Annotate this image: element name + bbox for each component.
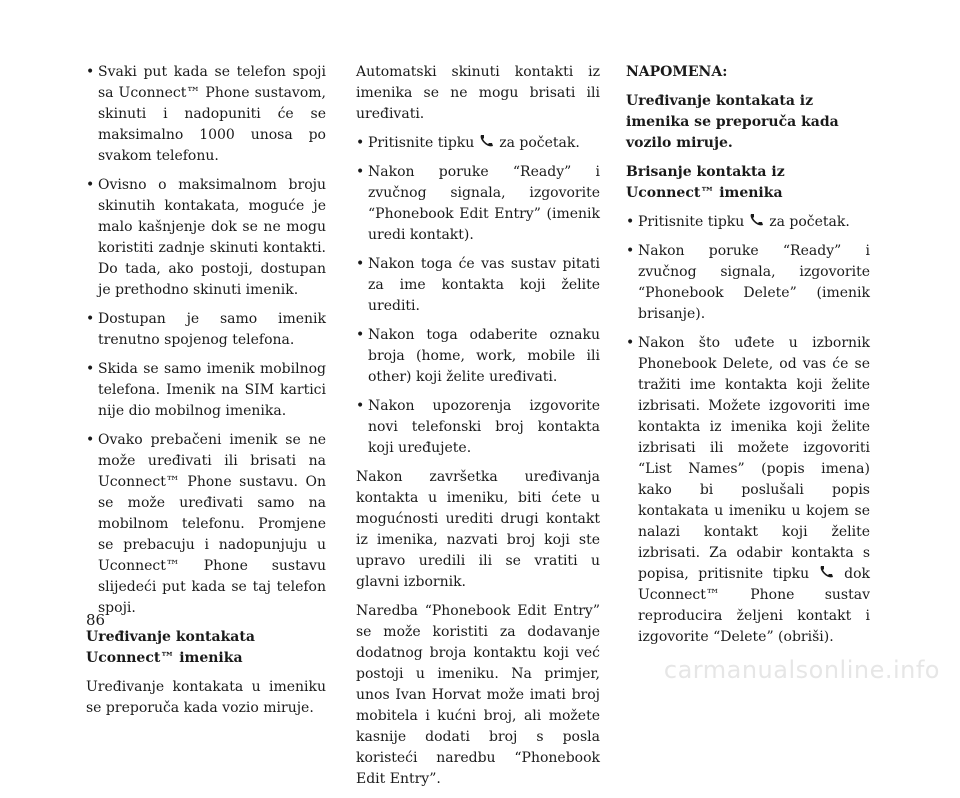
section-heading: Uređivanje kontakata Uconnect™ imenika bbox=[86, 629, 255, 666]
list-item: • Nakon poruke “Ready” i zvučnog signala, izgovorite “Phonebook Delete” (imenik brisanje). bbox=[626, 243, 870, 322]
paragraph: Naredba “Phonebook Edit Entry” se može koristiti za dodavanje dodatnog broja kontaktu koji već postoji u imeniku. Na primjer, unos Ivan Horvat može imati broj mobitela i kućni broj, ali možete kasnije dodati broj s posla koristeći naredbu “Phonebook Edit Entry”. bbox=[356, 603, 600, 787]
list-item: • Ovisno o maksimalnom broju skinutih kontakata, moguće je malo kašnjenje dok se ne mogu koristiti zadnje skinuti kontakti. Do tada, ako postoji, dostupan je prethodno skinuti imenik. bbox=[86, 177, 326, 298]
list-item: • Svaki put kada se telefon spoji sa Uconnect™ Phone sustavom, skinuti i nadopuniti će se maksimalno 1000 unosa po svakom telefonu. bbox=[86, 64, 326, 164]
list-item: • Dostupan je samo imenik trenutno spojenog telefona. bbox=[86, 311, 326, 348]
list-item: • Ovako prebačeni imenik se ne može uređivati ili brisati na Uconnect™ Phone sustavu. On se može uređivati samo na mobilnom telefonu. Promjene se prebacuju i nadopunjuju u Uconnect™ Phone sustavu slijedeći put kada se taj telefon spoji. bbox=[86, 432, 326, 616]
list-item: • Nakon toga će vas sustav pitati za ime kontakta koji želite urediti. bbox=[356, 256, 600, 314]
list-item: • Pritisnite tipku za početak. bbox=[626, 214, 850, 230]
note-text: Uređivanje kontakata iz imenika se preporuča kada vozilo miruje. bbox=[626, 93, 839, 151]
phone-icon bbox=[749, 213, 765, 227]
list-item: • Nakon poruke “Ready” i zvučnog signala, izgovorite “Phonebook Edit Entry” (imenik uredi kontakt). bbox=[356, 164, 600, 243]
section-heading: Brisanje kontakta iz Uconnect™ imenika bbox=[626, 164, 785, 201]
list-item: • Nakon toga odaberite oznaku broja (home, work, mobile ili other) koji želite uređivati. bbox=[356, 327, 600, 385]
phone-icon bbox=[479, 134, 495, 148]
list-item: • Nakon što uđete u izbornik Phonebook Delete, od vas će se tražiti ime kontakta koji želite izbrisati. Možete izgovoriti ime kontakta iz imenika koji želite izbrisati ili možete izgovoriti “List Names” (popis imena) kako bi poslušali popis kontakata u imeniku u kojem se nalazi kontakt koji želite izbrisati. Za odabir kontakta s popisa, pritisnite tipku dok Uconnect™ Phone sustav reproducira željeni kontakt i izgovorite “Delete” (obriši). bbox=[626, 335, 871, 645]
note-label: NAPOMENA: bbox=[626, 64, 728, 80]
paragraph: Nakon završetka uređivanja kontakta u imeniku, biti ćete u mogućnosti urediti drugi kontakt iz imenika, nazvati broj koji ste upravo uredili ili se vratiti u glavni izbornik. bbox=[356, 469, 600, 590]
list-item: • Skida se samo imenik mobilnog telefona. Imenik na SIM kartici nije dio mobilnog imenika. bbox=[86, 361, 326, 419]
paragraph: Uređivanje kontakata u imeniku se preporuča kada vozio miruje. bbox=[86, 679, 326, 716]
column-left bbox=[86, 62, 326, 727]
phone-icon bbox=[819, 565, 835, 579]
watermark: carmanualsonline.info bbox=[663, 656, 940, 684]
list-item: • Nakon upozorenja izgovorite novi telefonski broj kontakta koji uređujete. bbox=[356, 398, 600, 456]
page-number: 86 bbox=[86, 611, 106, 629]
paragraph: Automatski skinuti kontakti iz imenika se ne mogu brisati ili uređivati. bbox=[356, 64, 600, 122]
column-middle bbox=[356, 62, 600, 798]
list-item: • Pritisnite tipku za početak. bbox=[356, 135, 580, 151]
column-right bbox=[626, 62, 870, 656]
